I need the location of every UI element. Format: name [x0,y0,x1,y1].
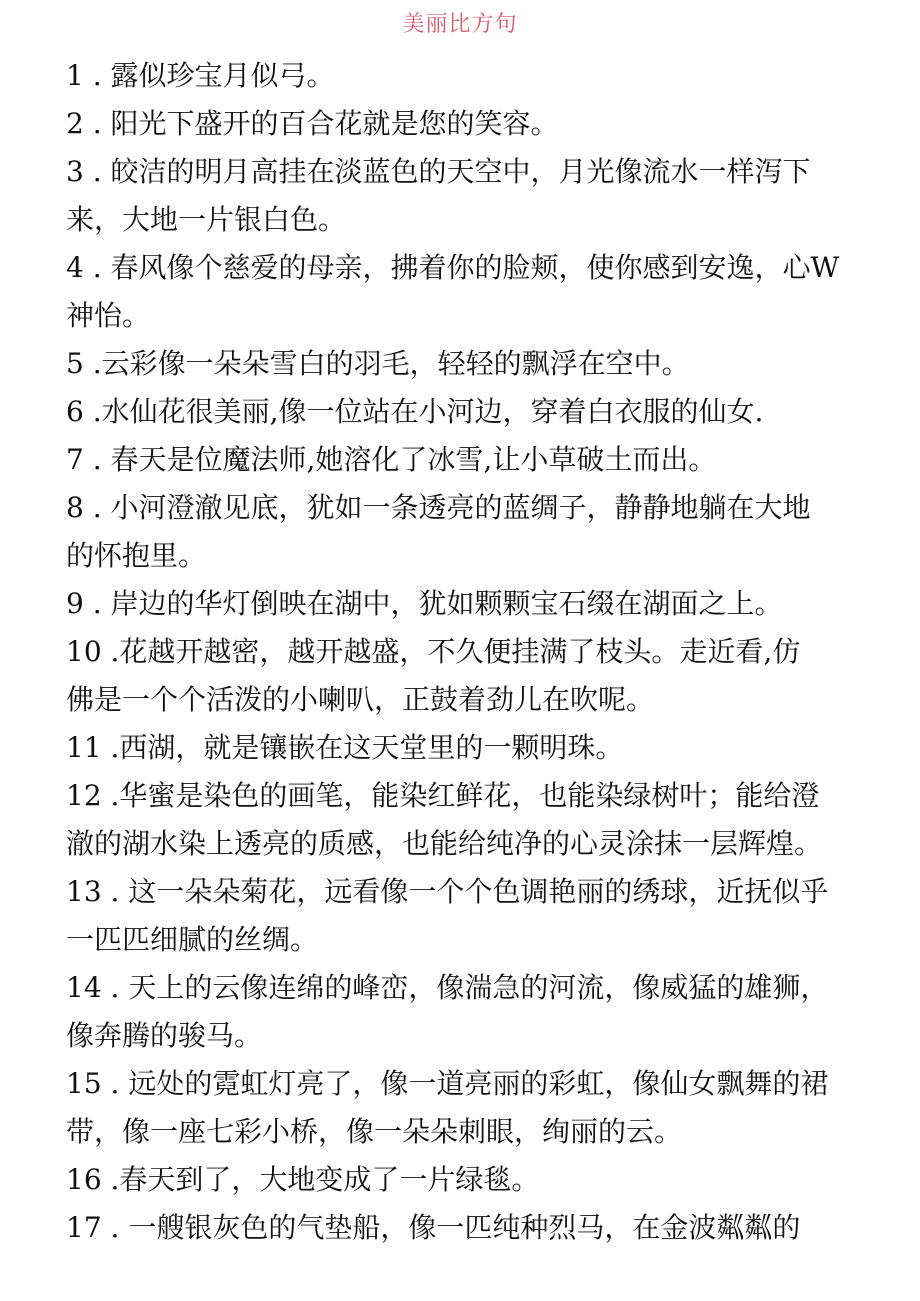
sentence-line: 14 . 天上的云像连绵的峰峦，像湍急的河流，像威猛的雄狮， [66,971,829,1004]
sentence-item [66,772,856,868]
sentence-item [66,100,856,148]
sentence-line: 来，大地一片银白色。 [66,203,347,236]
sentence-line: 1 . 露似珍宝月似弓。 [66,59,335,92]
sentence-item [66,388,856,436]
sentence-item [66,580,856,628]
sentence-line: 2 . 阳光下盛开的百合花就是您的笑容。 [66,107,559,140]
sentence-item [66,1060,856,1156]
sentence-line: 15 . 远处的霓虹灯亮了，像一道亮丽的彩虹，像仙女飘舞的裙 [66,1067,829,1100]
document-body [66,52,856,1252]
document-title: 美丽比方句 [402,12,518,37]
sentence-line: 佛是一个个活泼的小喇叭，正鼓着劲儿在吹呢。 [66,683,655,716]
sentence-line: 11 .西湖，就是镶嵌在这天堂里的一颗明珠。 [66,731,624,764]
sentence-line: 神怡。 [66,299,151,332]
sentence-line: 13 . 这一朵朵菊花，远看像一个个色调艳丽的绣球，近抚似乎 [66,875,829,908]
sentence-line: 16 .春天到了，大地变成了一片绿毯。 [66,1163,540,1196]
sentence-line: 4 . 春风像个慈爱的母亲，拂着你的脸颊，使你感到安逸，心W [66,251,840,284]
sentence-item [66,628,856,724]
sentence-item [66,868,856,964]
sentence-item [66,724,856,772]
sentence-item [66,484,856,580]
sentence-item [66,340,856,388]
sentence-line: 5 .云彩像一朵朵雪白的羽毛，轻轻的飘浮在空中。 [66,347,690,380]
sentence-item [66,436,856,484]
sentence-line: 12 .华蜜是染色的画笔，能染红鲜花，也能染绿树叶；能给澄 [66,779,820,812]
sentence-item [66,52,856,100]
sentence-line: 3 . 皎洁的明月高挂在淡蓝色的天空中，月光像流水一样泻下 [66,155,811,188]
sentence-item [66,1156,856,1204]
sentence-line: 10 .花越开越密，越开越盛，不久便挂满了枝头。走近看,仿 [66,635,801,668]
sentence-item [66,1204,856,1252]
sentence-line: 8 . 小河澄澈见底，犹如一条透亮的蓝绸子，静静地躺在大地 [66,491,811,524]
sentence-line: 一匹匹细腻的丝绸。 [66,923,319,956]
sentence-line: 7 . 春天是位魔法师,她溶化了冰雪,让小草破土而出。 [66,443,717,476]
sentence-line: 带，像一座七彩小桥，像一朵朵刺眼，绚丽的云。 [66,1115,683,1148]
sentence-line: 9 . 岸边的华灯倒映在湖中，犹如颗颗宝石缀在湖面之上。 [66,587,783,620]
sentence-item [66,964,856,1060]
sentence-line: 17 . 一艘银灰色的气垫船，像一匹纯种烈马，在金波粼粼的 [66,1211,801,1244]
sentence-line: 澈的湖水染上透亮的质感，也能给纯净的心灵涂抹一层辉煌。 [66,827,823,860]
sentence-item [66,148,856,244]
sentence-line: 6 .水仙花很美丽,像一位站在小河边，穿着白衣服的仙女. [66,395,764,428]
sentence-line: 像奔腾的骏马。 [66,1019,263,1052]
sentence-line: 的怀抱里。 [66,539,207,572]
sentence-item [66,244,856,340]
